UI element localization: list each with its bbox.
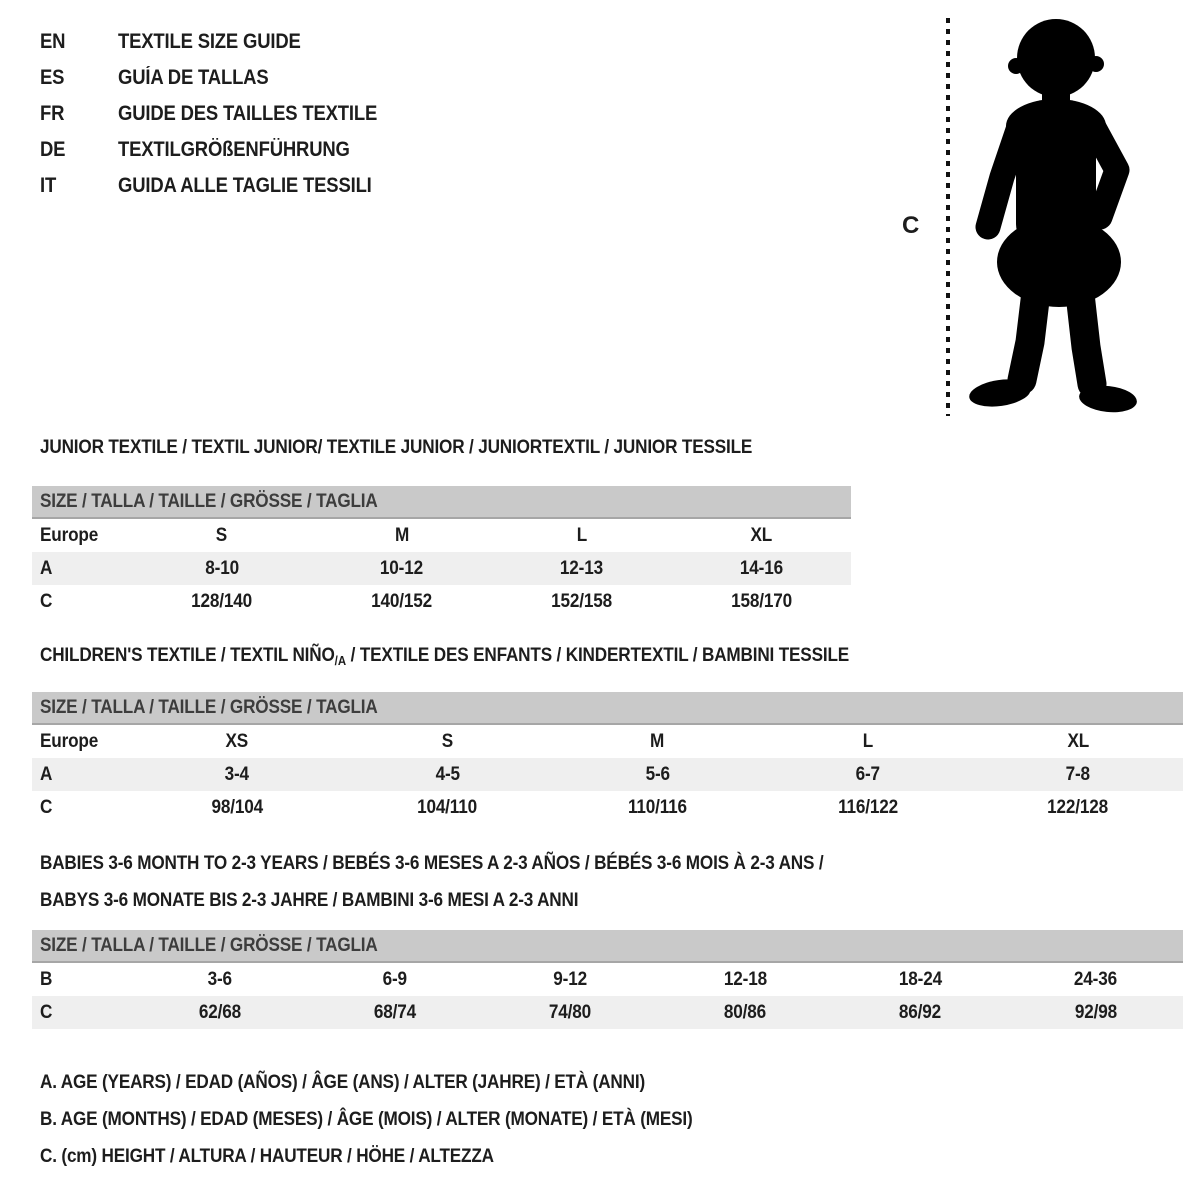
height-value: 62/68 bbox=[198, 1001, 241, 1023]
guide-title-fr: GUIDE DES TAILLES TEXTILE bbox=[118, 102, 378, 125]
size-col: L bbox=[862, 730, 873, 752]
language-code: DE bbox=[40, 138, 66, 161]
age-value: 8-10 bbox=[205, 557, 239, 579]
height-value: 86/92 bbox=[899, 1001, 942, 1023]
height-value: 140/152 bbox=[371, 590, 433, 612]
guide-title-it: GUIDA ALLE TAGLIE TESSILI bbox=[118, 174, 372, 197]
language-row-en bbox=[40, 24, 412, 60]
height-value: 110/116 bbox=[628, 796, 687, 818]
legend-line-age-years: A. AGE (YEARS) / EDAD (AÑOS) / ÂGE (ANS) / ALTER (JAHRE) / ETÀ (ANNI) bbox=[40, 1071, 645, 1093]
table-row bbox=[32, 996, 1183, 1029]
size-col: XS bbox=[225, 730, 249, 752]
height-value: 152/158 bbox=[550, 590, 612, 612]
legend-line-age-months: B. AGE (MONTHS) / EDAD (MESES) / ÂGE (MOIS) / ALTER (MONATE) / ETÀ (MESI) bbox=[40, 1108, 693, 1130]
babies-size-table bbox=[32, 930, 1183, 1029]
size-header-bar: SIZE / TALLA / TAILLE / GRÖSSE / TAGLIA bbox=[32, 930, 1183, 963]
size-col: S bbox=[216, 524, 228, 546]
legend-line-height-cm: C. (cm) HEIGHT / ALTURA / HAUTEUR / HÖHE / ALTEZZA bbox=[40, 1145, 494, 1167]
size-col: M bbox=[394, 524, 409, 546]
age-value: 6-7 bbox=[855, 763, 880, 785]
table-row bbox=[32, 758, 1183, 791]
row-label: A bbox=[40, 763, 53, 785]
toddler-silhouette-icon bbox=[962, 12, 1138, 420]
junior-section-title: JUNIOR TEXTILE / TEXTIL JUNIOR/ TEXTILE JUNIOR / JUNIORTEXTIL / JUNIOR TESSILE bbox=[40, 436, 753, 458]
row-label: C bbox=[40, 796, 53, 818]
language-row-fr bbox=[40, 96, 412, 132]
age-value: 4-5 bbox=[435, 763, 460, 785]
age-months-value: 18-24 bbox=[898, 968, 942, 990]
height-value: 80/86 bbox=[724, 1001, 767, 1023]
age-value: 12-13 bbox=[559, 557, 603, 579]
size-col: XL bbox=[1067, 730, 1089, 752]
age-value: 14-16 bbox=[739, 557, 783, 579]
language-row-es bbox=[40, 60, 412, 96]
language-row-it bbox=[40, 168, 412, 204]
children-size-table bbox=[32, 692, 1183, 824]
nino-a-subscript: /A bbox=[334, 653, 347, 668]
age-months-value: 6-9 bbox=[382, 968, 407, 990]
guide-title-en: TEXTILE SIZE GUIDE bbox=[118, 30, 301, 53]
age-months-value: 24-36 bbox=[1073, 968, 1117, 990]
age-months-value: 12-18 bbox=[723, 968, 767, 990]
age-value: 5-6 bbox=[645, 763, 670, 785]
language-code: EN bbox=[40, 30, 66, 53]
size-header-bar: SIZE / TALLA / TAILLE / GRÖSSE / TAGLIA bbox=[32, 486, 851, 519]
language-title-list bbox=[40, 24, 412, 204]
size-col: M bbox=[650, 730, 665, 752]
language-code: FR bbox=[40, 102, 65, 125]
height-value: 74/80 bbox=[548, 1001, 591, 1023]
age-value: 7-8 bbox=[1065, 763, 1091, 785]
language-code: ES bbox=[40, 66, 65, 89]
table-row bbox=[32, 552, 851, 585]
junior-size-table bbox=[32, 486, 851, 618]
language-code: IT bbox=[40, 174, 57, 197]
age-value: 3-4 bbox=[224, 763, 250, 785]
table-row bbox=[32, 585, 851, 618]
height-measure-dashed-line bbox=[946, 18, 950, 416]
height-value: 98/104 bbox=[211, 796, 263, 818]
height-value: 158/170 bbox=[730, 590, 792, 612]
size-header-bar: SIZE / TALLA / TAILLE / GRÖSSE / TAGLIA bbox=[32, 692, 1183, 725]
height-value: 116/122 bbox=[837, 796, 898, 818]
age-months-value: 3-6 bbox=[207, 968, 232, 990]
height-measure-label: C bbox=[902, 212, 920, 239]
babies-section-title: BABIES 3-6 MONTH TO 2-3 YEARS / BEBÉS 3-6 MESES A 2-3 AÑOS / BÉBÉS 3-6 MOIS À 2-3 ANS / BABYS 3-6 MONATE BIS 2-3 JAHRE / BAMBINI 3-6 MESI A 2-3 ANNI bbox=[40, 852, 824, 911]
size-col: XL bbox=[750, 524, 772, 546]
height-value: 128/140 bbox=[191, 590, 253, 612]
height-value: 122/128 bbox=[1047, 796, 1109, 818]
guide-title-es: GUÍA DE TALLAS bbox=[118, 66, 269, 89]
height-value: 92/98 bbox=[1074, 1001, 1117, 1023]
row-label: C bbox=[40, 1001, 53, 1023]
guide-title-de: TEXTILGRÖßENFÜHRUNG bbox=[118, 138, 350, 161]
height-value: 104/110 bbox=[417, 796, 478, 818]
table-row bbox=[32, 519, 851, 552]
children-section-title: CHILDREN'S TEXTILE / TEXTIL $NIÑO_{/A}$ / TEXTILE DES ENFANTS / KINDERTEXTIL / BAMBINI TESSILE bbox=[40, 644, 850, 668]
row-label: Europe bbox=[40, 730, 99, 752]
row-label: B bbox=[40, 968, 53, 990]
height-value: 68/74 bbox=[373, 1001, 416, 1023]
size-col: L bbox=[576, 524, 587, 546]
table-row bbox=[32, 963, 1183, 996]
measure-legend bbox=[40, 1064, 782, 1175]
row-label: A bbox=[40, 557, 53, 579]
row-label: C bbox=[40, 590, 53, 612]
table-row bbox=[32, 791, 1183, 824]
language-row-de bbox=[40, 132, 412, 168]
size-col: S bbox=[441, 730, 453, 752]
table-row bbox=[32, 725, 1183, 758]
age-months-value: 9-12 bbox=[553, 968, 587, 990]
row-label: Europe bbox=[40, 524, 99, 546]
age-value: 10-12 bbox=[380, 557, 424, 579]
